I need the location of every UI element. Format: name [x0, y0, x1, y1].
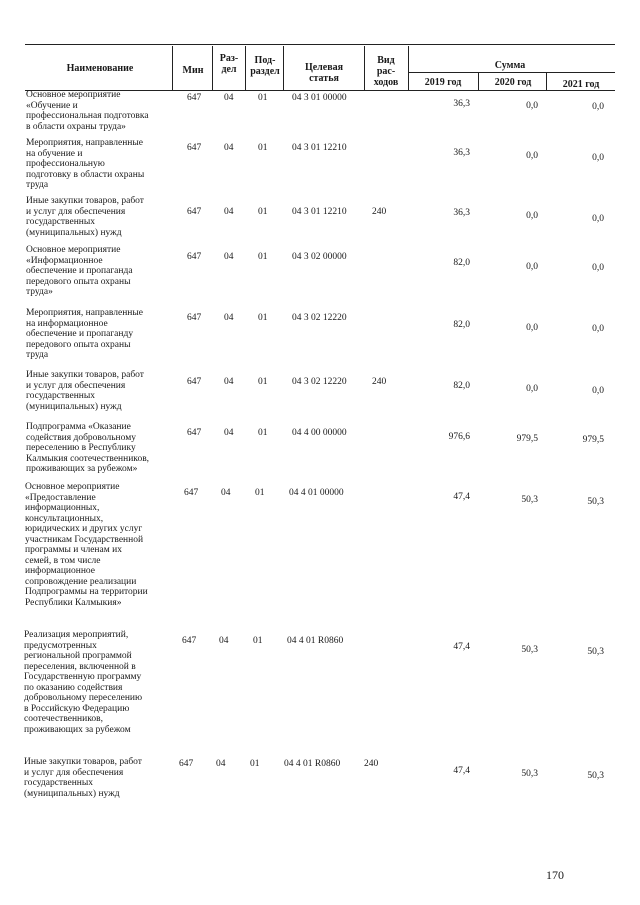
- row-name: Основное мероприятие «Информационное обеспечение и пропаганда передового опыта охраны труда»: [26, 245, 133, 297]
- cell-target: 04 4 01 00000: [289, 488, 344, 498]
- cell-2019: 82,0: [453, 381, 470, 391]
- cell-expense-type: 240: [372, 377, 387, 387]
- cell-podrazdel: 01: [250, 759, 260, 769]
- cell-2020: 0,0: [526, 211, 538, 221]
- cell-2019: 36,3: [453, 208, 470, 218]
- cell-podrazdel: 01: [258, 207, 268, 217]
- cell-target: 04 3 01 12210: [292, 143, 347, 153]
- cell-2019: 36,3: [453, 148, 470, 158]
- cell-2020: 0,0: [526, 323, 538, 333]
- col-divider: [172, 46, 173, 90]
- row-name: Мероприятия, направленные на обучение и профессиональную подготовку в области охраны труда: [26, 138, 145, 190]
- row-name: Основное мероприятие «Предоставление информационных, консультационных, юридических и других услуг участникам Государственной программы и членам их семей, в том числе информационное сопровождение реализации Подпрограммы на территории Республики Калмыкия»: [25, 482, 148, 608]
- cell-target: 04 4 01 R0860: [287, 636, 344, 646]
- cell-target: 04 3 01 00000: [292, 93, 347, 103]
- header-year-2020: 2020 год: [494, 77, 532, 88]
- cell-min: 647: [187, 428, 202, 438]
- header-min: Мин: [182, 65, 204, 76]
- cell-2019: 82,0: [453, 258, 470, 268]
- header-year-2021: 2021 год: [562, 79, 600, 90]
- cell-2021: 0,0: [592, 386, 604, 396]
- cell-podrazdel: 01: [258, 313, 268, 323]
- header-expense-type: Вид рас- ходов: [373, 55, 399, 88]
- cell-podrazdel: 01: [255, 488, 265, 498]
- header-top-rule: [25, 44, 615, 45]
- page-number: 170: [546, 868, 564, 882]
- row-name: Иные закупки товаров, работ и услуг для обеспечения государственных (муниципальных) нужд: [24, 757, 142, 799]
- cell-2019: 47,4: [453, 492, 470, 502]
- col-divider: [478, 72, 479, 90]
- cell-2019: 47,4: [453, 642, 470, 652]
- cell-2021: 50,3: [587, 771, 604, 781]
- cell-target: 04 3 02 00000: [292, 252, 347, 262]
- cell-2021: 50,3: [587, 647, 604, 657]
- cell-razdel: 04: [224, 428, 234, 438]
- cell-target: 04 4 01 R0860: [284, 759, 341, 769]
- cell-2019: 36,3: [453, 99, 470, 109]
- cell-podrazdel: 01: [258, 428, 268, 438]
- cell-2021: 0,0: [592, 102, 604, 112]
- row-name: Реализация мероприятий, предусмотренных региональной программой переселения, включенной в Государственную программу по оказанию содействия добровольному переселению в Российскую Федерацию соотечественников, проживающих за рубежом: [24, 630, 143, 735]
- cell-target: 04 3 01 12210: [292, 207, 347, 217]
- cell-2020: 0,0: [526, 101, 538, 111]
- cell-2020: 50,3: [521, 495, 538, 505]
- cell-podrazdel: 01: [258, 252, 268, 262]
- cell-min: 647: [182, 636, 197, 646]
- row-name: Иные закупки товаров, работ и услуг для обеспечения государственных (муниципальных) нужд: [26, 196, 144, 238]
- cell-razdel: 04: [219, 636, 229, 646]
- cell-2020: 50,3: [521, 645, 538, 655]
- col-divider: [408, 46, 409, 90]
- sum-subheader-rule: [408, 72, 615, 73]
- row-name: Иные закупки товаров, работ и услуг для обеспечения государственных (муниципальных) нужд: [26, 370, 144, 412]
- cell-min: 647: [187, 93, 202, 103]
- cell-2021: 0,0: [592, 153, 604, 163]
- cell-expense-type: 240: [372, 207, 387, 217]
- cell-razdel: 04: [221, 488, 231, 498]
- cell-2020: 0,0: [526, 384, 538, 394]
- cell-razdel: 04: [224, 143, 234, 153]
- cell-2021: 0,0: [592, 214, 604, 224]
- cell-min: 647: [187, 252, 202, 262]
- cell-razdel: 04: [224, 252, 234, 262]
- cell-2021: 0,0: [592, 263, 604, 273]
- cell-2020: 0,0: [526, 151, 538, 161]
- cell-2021: 0,0: [592, 324, 604, 334]
- header-razdel: Раз- дел: [219, 53, 239, 75]
- row-name: Мероприятия, направленные на информационное обеспечение и пропаганду передового опыта охраны труда: [26, 308, 143, 360]
- cell-razdel: 04: [224, 313, 234, 323]
- cell-min: 647: [187, 143, 202, 153]
- cell-2019: 976,6: [448, 432, 470, 442]
- cell-min: 647: [184, 488, 199, 498]
- header-podrazdel: Под- раздел: [250, 55, 280, 77]
- cell-podrazdel: 01: [258, 377, 268, 387]
- cell-2021: 50,3: [587, 497, 604, 507]
- cell-2019: 47,4: [453, 766, 470, 776]
- cell-min: 647: [187, 377, 202, 387]
- header-name: Наименование: [66, 63, 134, 74]
- cell-target: 04 3 02 12220: [292, 377, 347, 387]
- cell-podrazdel: 01: [258, 143, 268, 153]
- cell-podrazdel: 01: [253, 636, 263, 646]
- cell-2020: 0,0: [526, 262, 538, 272]
- header-year-2019: 2019 год: [424, 77, 462, 88]
- cell-podrazdel: 01: [258, 93, 268, 103]
- header-sum: Сумма: [494, 60, 526, 71]
- cell-razdel: 04: [224, 207, 234, 217]
- cell-razdel: 04: [216, 759, 226, 769]
- cell-2020: 979,5: [516, 434, 538, 444]
- cell-expense-type: 240: [364, 759, 379, 769]
- cell-target: 04 4 00 00000: [292, 428, 347, 438]
- cell-2021: 979,5: [582, 435, 604, 445]
- cell-2020: 50,3: [521, 769, 538, 779]
- cell-min: 647: [187, 207, 202, 217]
- cell-razdel: 04: [224, 377, 234, 387]
- cell-2019: 82,0: [453, 320, 470, 330]
- header-target: Целевая статья: [304, 62, 344, 84]
- row-name: Основное мероприятие «Обучение и профессиональная подготовка в области охраны труда»: [26, 90, 149, 132]
- cell-min: 647: [187, 313, 202, 323]
- row-name: Подпрограмма «Оказание содействия добровольному переселению в Республику Калмыкия соотечественников, проживающих за рубежом»: [26, 422, 150, 474]
- cell-min: 647: [179, 759, 194, 769]
- col-divider: [546, 72, 547, 90]
- cell-razdel: 04: [224, 93, 234, 103]
- cell-target: 04 3 02 12220: [292, 313, 347, 323]
